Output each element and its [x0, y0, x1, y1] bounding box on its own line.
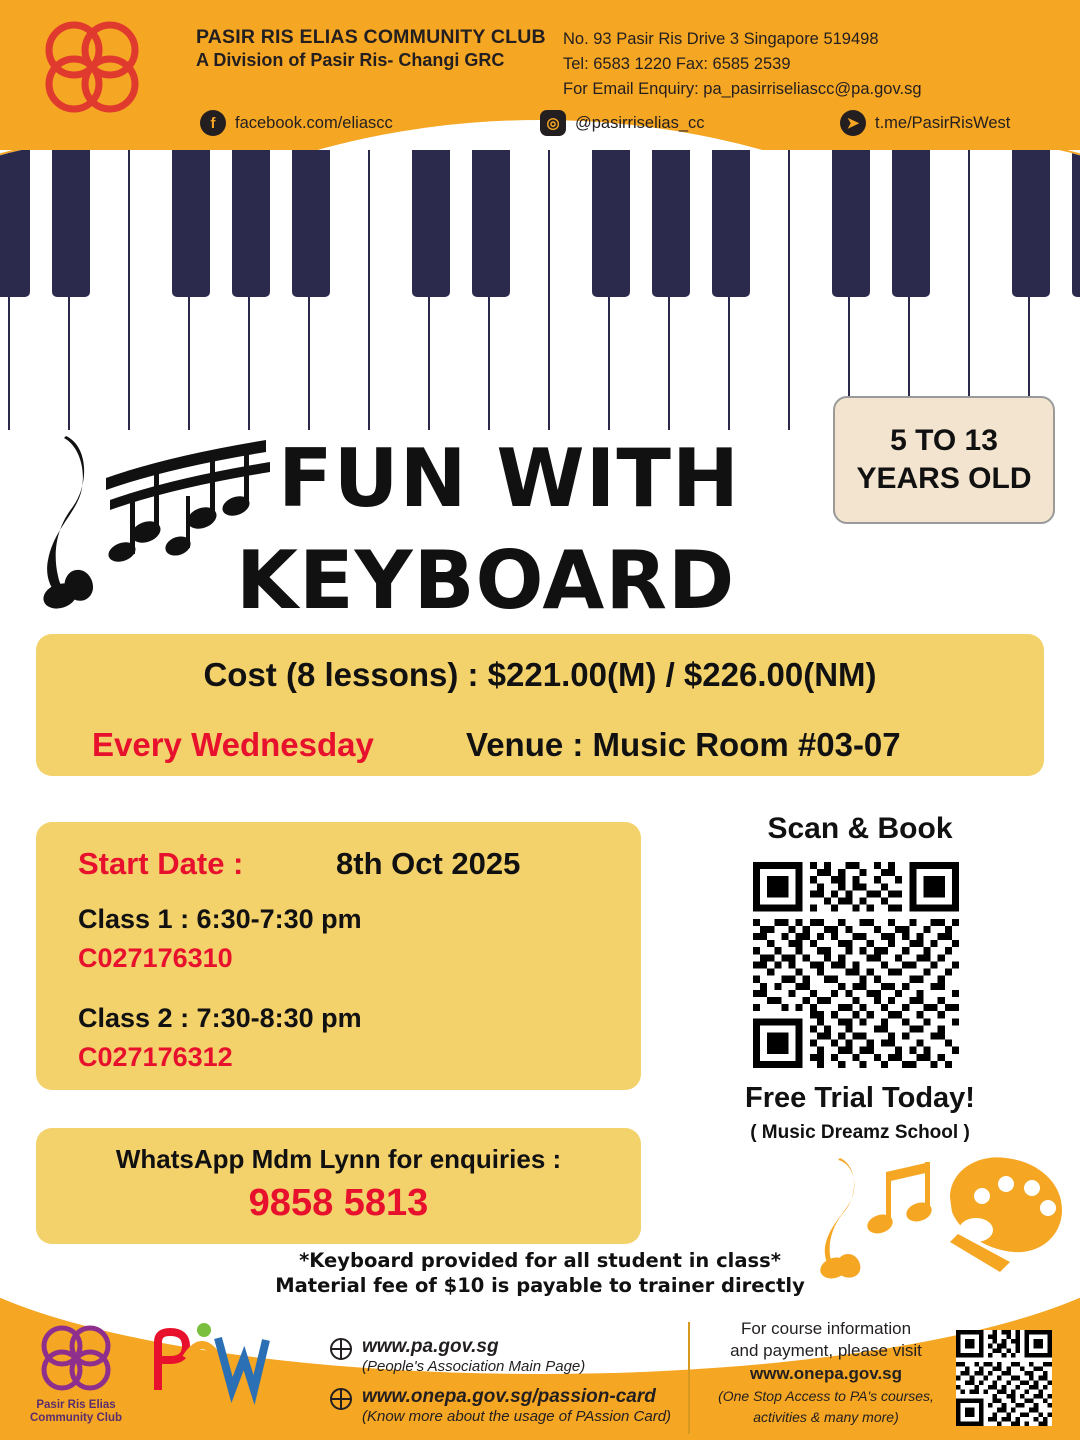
course-info-line4: activities & many more): [753, 1409, 899, 1425]
cost-details-block: [36, 634, 1044, 776]
pa-logo-icon: [32, 18, 152, 118]
course-info-line3: (One Stop Access to PA's courses,: [718, 1388, 934, 1404]
age-line2: YEARS OLD: [856, 462, 1032, 495]
social-instagram[interactable]: [540, 110, 705, 136]
instagram-icon: ◎: [540, 110, 566, 136]
whatsapp-enquiry-block: [36, 1128, 641, 1244]
whatsapp-label: WhatsApp Mdm Lynn for enquiries :: [115, 1144, 562, 1174]
pa-logo-small-icon: [28, 1322, 124, 1394]
scan-and-book-title: Scan & Book: [767, 812, 953, 845]
footer-link-1-url[interactable]: www.pa.gov.sg: [362, 1336, 499, 1357]
poster-title-line2: KEYBOARD: [236, 534, 736, 627]
age-line1: 5 TO 13: [890, 424, 998, 457]
footer-link-1-desc: (People's Association Main Page): [362, 1358, 586, 1375]
class1-time: Class 1 : 6:30-7:30 pm: [78, 904, 362, 934]
age-range-badge: [833, 396, 1055, 524]
contact-block: [563, 27, 922, 102]
social-instagram-label: @pasirriselias_cc: [575, 113, 705, 132]
start-date-value: 8th Oct 2025: [336, 846, 521, 881]
class-notes: [120, 1248, 960, 1298]
footer-cc-logo-line1: Pasir Ris Elias: [36, 1399, 116, 1411]
social-telegram[interactable]: [840, 110, 1010, 136]
class-day-text: Every Wednesday: [92, 726, 374, 763]
facebook-icon: f: [200, 110, 226, 136]
poster-header: [0, 0, 1080, 150]
footer-link-2-url[interactable]: www.onepa.gov.sg/passion-card: [362, 1386, 656, 1407]
globe-icon: [330, 1388, 352, 1410]
prw-logo-icon: [140, 1318, 270, 1408]
email-line: For Email Enquiry: pa_pasirriseliascc@pa.gov.sg: [563, 80, 922, 98]
school-name-text: ( Music Dreamz School ): [750, 1122, 970, 1143]
booking-qr-code[interactable]: [742, 862, 970, 1068]
footer-cc-logo-line2: Community Club: [30, 1412, 122, 1424]
footer-prw-logo: [140, 1318, 270, 1430]
class-schedule-block: [36, 822, 641, 1090]
start-date-label: Start Date :: [78, 846, 244, 881]
course-info-line1: For course information: [740, 1319, 912, 1338]
social-links-row: [0, 110, 1080, 146]
telegram-icon: ➤: [840, 110, 866, 136]
onepa-qr-code[interactable]: [956, 1330, 1052, 1426]
footer-web-links: [330, 1336, 671, 1436]
footer-link-2[interactable]: [330, 1386, 671, 1426]
free-trial-text: Free Trial Today!: [745, 1082, 975, 1114]
address-line: No. 93 Pasir Ris Drive 3 Singapore 519498: [563, 30, 879, 48]
notes-line1: *Keyboard provided for all student in class*: [299, 1249, 781, 1272]
poster-title-line1: FUN WITH: [278, 432, 740, 525]
course-info-url[interactable]: www.onepa.gov.sg: [749, 1364, 903, 1383]
social-facebook[interactable]: [200, 110, 393, 136]
globe-icon: [330, 1338, 352, 1360]
social-facebook-label: facebook.com/eliascc: [235, 113, 393, 132]
piano-keyboard: [0, 150, 1080, 430]
piano-keys-graphic: [0, 150, 1080, 430]
class2-course-code: C027176312: [78, 1042, 233, 1072]
organisation-division: A Division of Pasir Ris- Changi GRC: [196, 50, 505, 70]
footer-link-2-desc: (Know more about the usage of PAssion Card): [362, 1408, 672, 1425]
whatsapp-number[interactable]: 9858 5813: [248, 1182, 429, 1224]
footer-divider: [688, 1322, 690, 1434]
footer-link-1[interactable]: [330, 1336, 671, 1376]
venue-text: Venue : Music Room #03-07: [466, 726, 901, 763]
course-info-line2: and payment, please visit: [730, 1341, 922, 1360]
organisation-name: PASIR RIS ELIAS COMMUNITY CLUB: [196, 26, 546, 48]
phone-line: Tel: 6583 1220 Fax: 6585 2539: [563, 55, 791, 73]
footer-course-info: [706, 1318, 946, 1426]
class1-course-code: C027176310: [78, 943, 233, 973]
notes-line2: Material fee of $10 is payable to trainer directly: [275, 1274, 805, 1297]
footer-cc-logo: [28, 1322, 124, 1430]
class2-time: Class 2 : 7:30-8:30 pm: [78, 1003, 362, 1033]
social-telegram-label: t.me/PasirRisWest: [875, 113, 1011, 132]
cost-text: Cost (8 lessons) : $221.00(M) / $226.00(NM): [203, 656, 877, 693]
